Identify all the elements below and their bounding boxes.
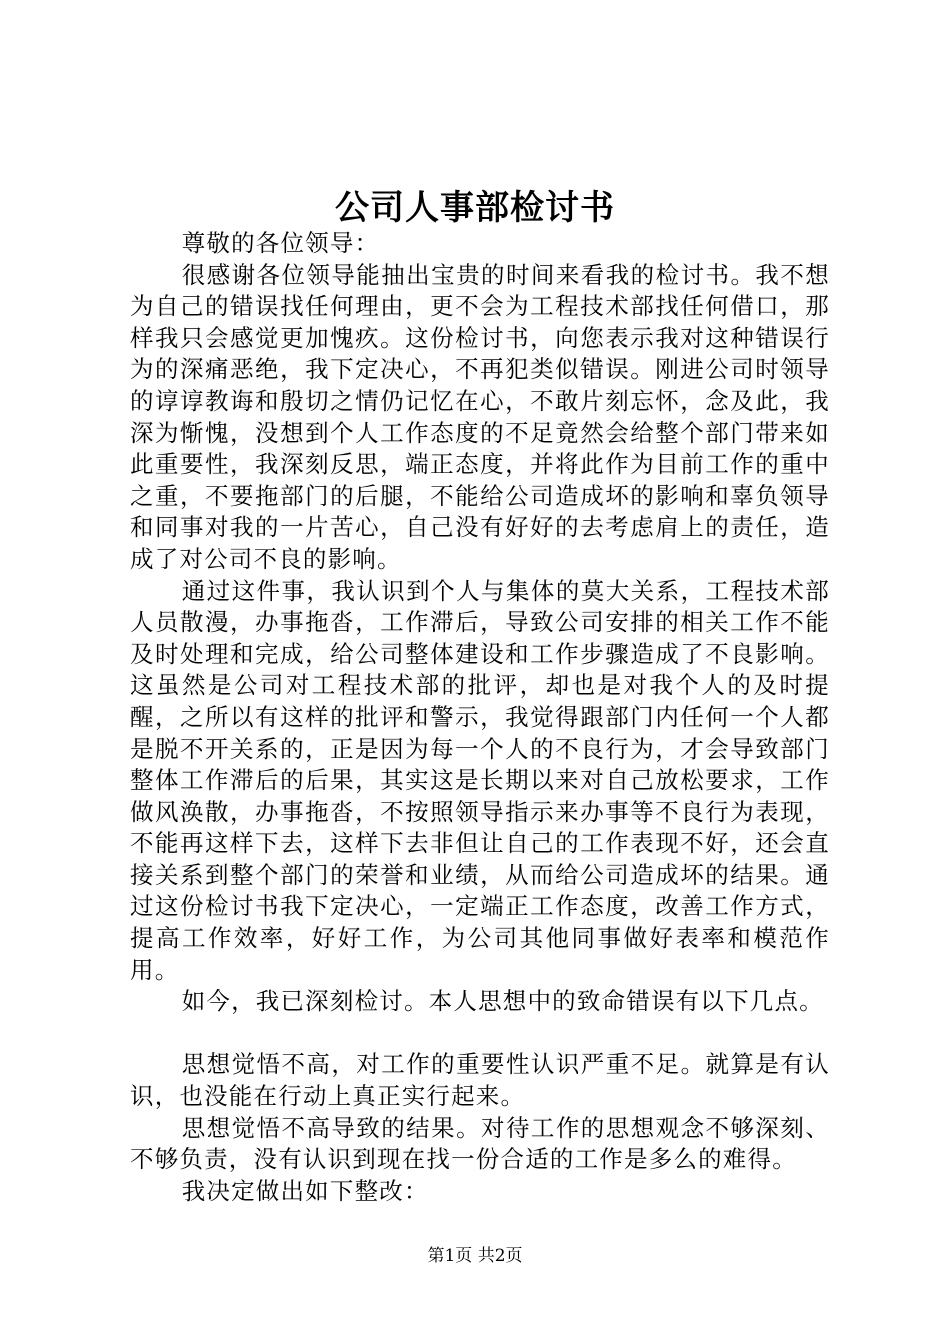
point-1: 思想觉悟不高，对工作的重要性认识严重不足。就算是有认识，也没能在行动上真正实行起来。 (130, 1050, 830, 1111)
salutation: 尊敬的各位领导： (181, 229, 380, 257)
page-footer: 第1页 共2页 (427, 1246, 523, 1266)
blank-line (130, 1018, 830, 1050)
paragraph-1: 很感谢各位领导能抽出宝贵的时间来看我的检讨书。我不想为自己的错误找任何理由，更不会为工程技术部找任何借口，那样我只会感觉更加愧疚。这份检讨书，向您表示我对这种错误行为的深痛恶绝，我下定决心，不再犯类似错误。刚进公司时领导的谆谆教诲和殷切之情仍记忆在心，不敢片刻忘怀，念及此，我深为惭愧，没想到个人工作态度的不足竟然会给整个部门带来如此重要性，我深刻反思，端正态度，并将此作为目前工作的重中之重，不要拖部门的后腿，不能给公司造成坏的影响和辜负领导和同事对我的一片苦心，自己没有好好的去考虑肩上的责任，造成了对公司不良的影响。 (130, 260, 830, 573)
paragraph-3: 如今，我已深刻检讨。本人思想中的致命错误有以下几点。 (181, 987, 824, 1016)
paragraph-2: 通过这件事，我认识到个人与集体的莫大关系，工程技术部人员散漫，办事拖沓，工作滞后，导致公司安排的相关工作不能及时处理和完成，给公司整体建设和工作步骤造成了不良影响。这虽然是公司对工程技术部的批评，却也是对我个人的及时提醒，之所以有这样的批评和警示，我觉得跟部门内任何一个人都是脱不开关系的，正是因为每一个人的不良行为，才会导致部门整体工作滞后的后果，其实这是长期以来对自己放松要求，工作做风涣散，办事拖沓，不按照领导指示来办事等不良行为表现，不能再这样下去，这样下去非但让自己的工作表现不好，还会直接关系到整个部门的荣誉和业绩，从而给公司造成坏的结果。通过这份检讨书我下定决心，一定端正工作态度，改善工作方式，提高工作效率，好好工作，为公司其他同事做好表率和模范作用。 (130, 576, 830, 984)
point-2: 思想觉悟不高导致的结果。对待工作的思想观念不够深刻、不够负责，没有认识到现在找一份合适的工作是多么的难得。 (130, 1113, 830, 1174)
document-body (130, 228, 830, 1207)
point-3: 我决定做出如下整改： (181, 1176, 429, 1205)
document-title: 公司人事部检讨书 (335, 188, 615, 228)
